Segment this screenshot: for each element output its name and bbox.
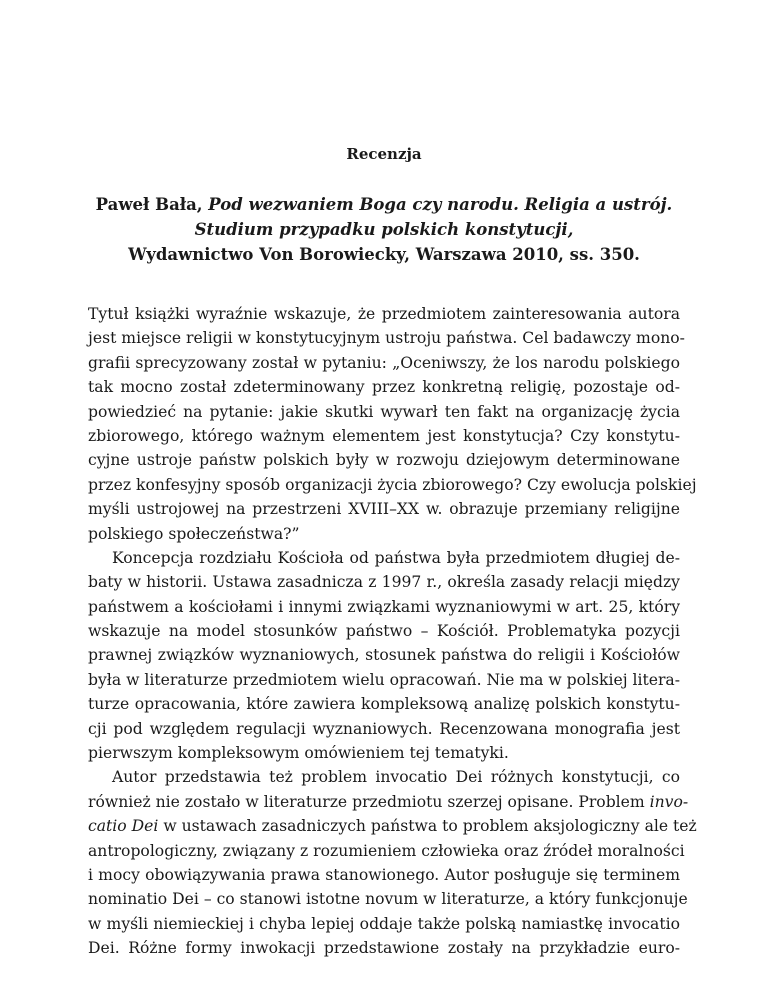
citation-title-2: Studium przypadku polskich konstytucji,: [194, 220, 574, 239]
body-line: cyjne ustroje państw polskich były w rozwoju dziejowym determinowane: [88, 451, 680, 470]
citation-title-1: Pod wezwaniem Boga czy narodu. Religia a ustrój.: [208, 195, 673, 214]
body-line: myśli ustrojowej na przestrzeni XVIII–XX w. obrazuje przemiany religijne: [88, 500, 680, 519]
body-line: grafii sprecyzowany został w pytaniu: „Oceniwszy, że los narodu polskiego: [88, 353, 680, 372]
body-text-run: w ustawach zasadniczych państwa to problem aksjologiczny ale też: [158, 817, 697, 836]
body-line: turze opracowania, które zawiera kompleksową analizę polskich konstytu-: [88, 695, 680, 714]
body-line: nominatio Dei – co stanowi istotne novum w literaturze, a który funkcjonuje: [88, 890, 688, 909]
body-line: i mocy obowiązywania prawa stanowionego. Autor posługuje się terminem: [88, 865, 680, 884]
citation-line-2: [88, 217, 680, 242]
body-line: była w literaturze przedmiotem wielu opracowań. Nie ma w polskiej litera-: [88, 670, 680, 689]
body-line: baty w historii. Ustawa zasadnicza z 1997 r., określa zasady relacji między: [88, 573, 680, 592]
section-title: Recenzja: [346, 145, 422, 163]
body-line: Koncepcja rozdziału Kościoła od państwa była przedmiotem długiej de-: [112, 548, 680, 567]
body-line: jest miejsce religii w konstytucyjnym ustroju państwa. Cel badawczy mono-: [88, 329, 685, 348]
citation-publisher: Wydawnictwo Von Borowiecky, Warszawa 2010, ss. 350.: [128, 245, 640, 264]
body-line: [88, 790, 689, 814]
body-line: cji pod względem regulacji wyznaniowych. Recenzowana monografia jest: [88, 719, 680, 738]
citation-author: Paweł Bała,: [95, 195, 203, 214]
book-citation: [88, 192, 680, 267]
citation-line-1: [88, 192, 680, 217]
body-line: Autor przedstawia też problem invocatio Dei różnych konstytucji, co: [112, 768, 680, 787]
body-line: wskazuje na model stosunków państwo – Kościół. Problematyka pozycji: [88, 622, 680, 641]
body-line: polskiego społeczeństwa?”: [88, 524, 300, 543]
body-line: Tytuł książki wyraźnie wskazuje, że przedmiotem zainteresowania autora: [88, 305, 680, 323]
body-line: w myśli niemieckiej i chyba lepiej oddaje także polską namiastkę invocatio: [88, 914, 680, 933]
body-text-run: również nie zostało w literaturze przedmiotu szerzej opisane. Problem: [88, 792, 650, 811]
body-line: tak mocno został zdeterminowany przez konkretną religię, pozostaje od-: [88, 378, 680, 397]
body-line: pierwszym kompleksowym omówieniem tej tematyki.: [88, 744, 509, 763]
body-line: antropologiczny, związany z rozumieniem człowieka oraz źródeł moralności: [88, 841, 685, 860]
body-line: [88, 814, 697, 838]
body-italic-run: invo-: [649, 792, 689, 811]
body-italic-run: catio Dei: [88, 817, 159, 836]
review-body: [88, 302, 697, 961]
body-line: powiedzieć na pytanie: jakie skutki wywarł ten fakt na organizację życia: [88, 402, 680, 421]
body-line: państwem a kościołami i innymi związkami wyznaniowymi w art. 25, który: [88, 597, 680, 616]
body-line: przez konfesyjny sposób organizacji życia zbiorowego? Czy ewolucja polskiej: [88, 475, 697, 494]
body-line: Dei. Różne formy inwokacji przedstawione zostały na przykładzie euro-: [88, 939, 680, 958]
body-line: prawnej związków wyznaniowych, stosunek państwa do religii i Kościołów: [88, 646, 680, 665]
body-line: zbiorowego, którego ważnym elementem jest konstytucja? Czy konstytu-: [88, 426, 680, 445]
